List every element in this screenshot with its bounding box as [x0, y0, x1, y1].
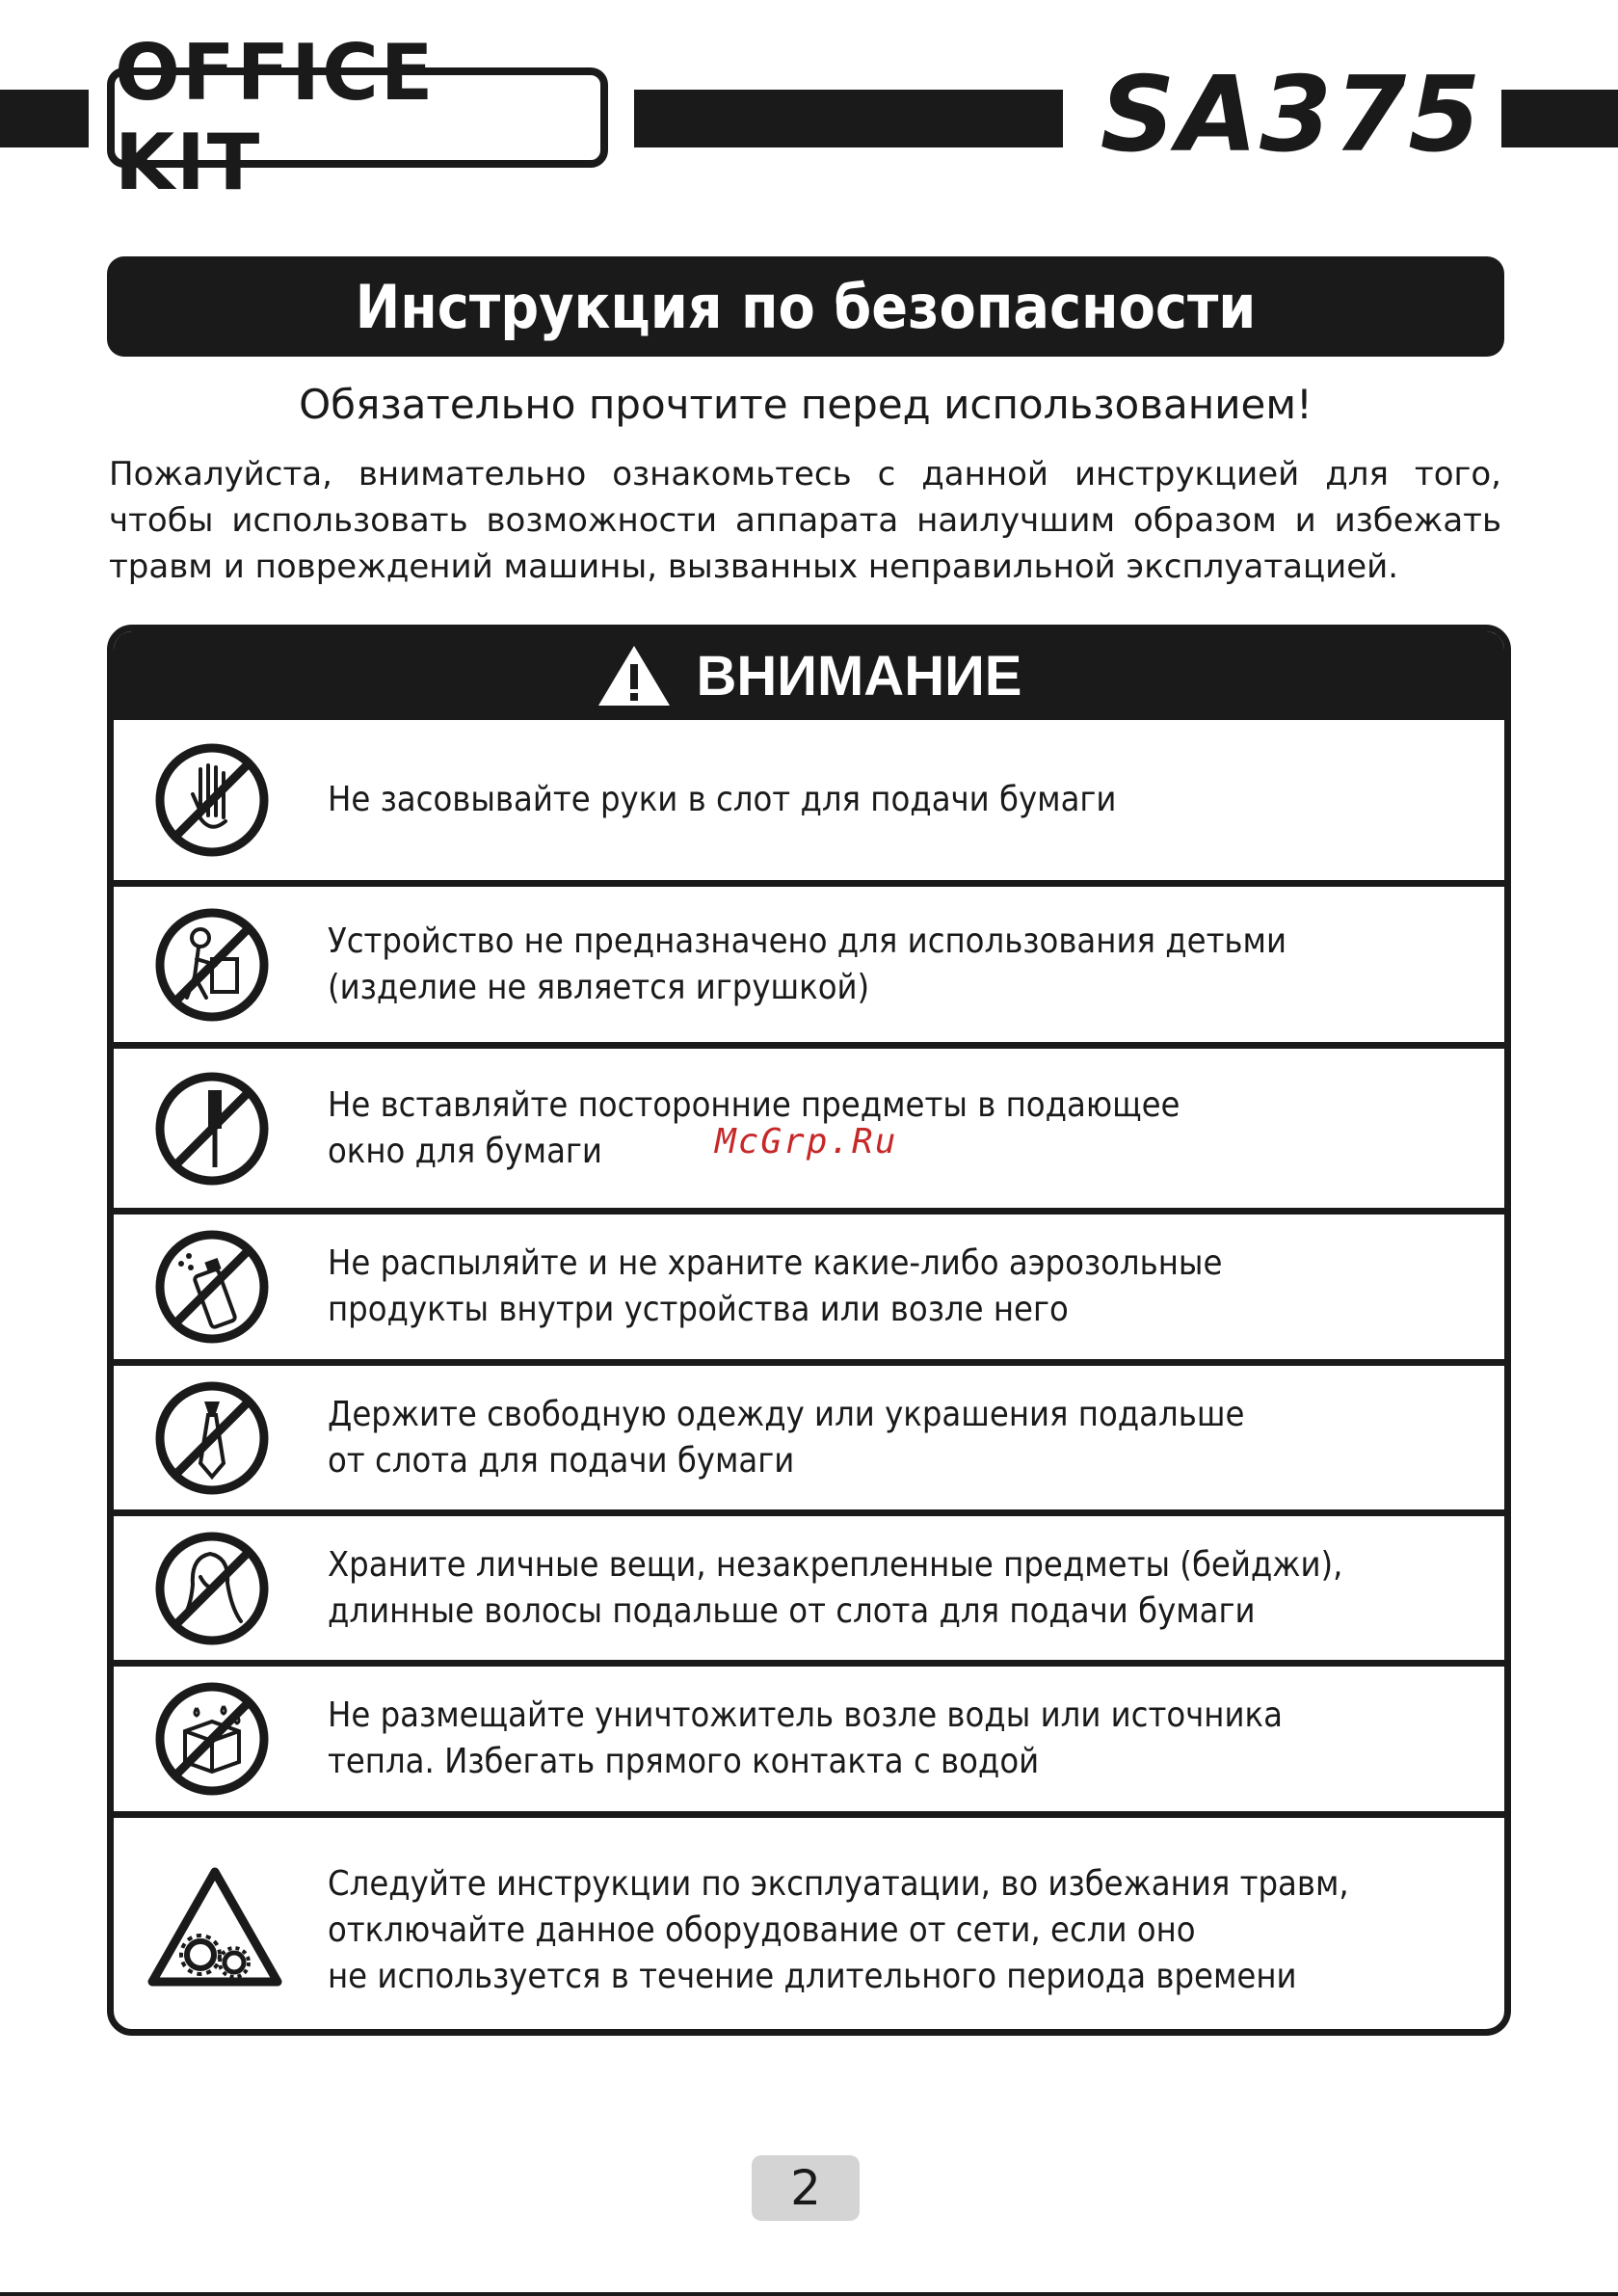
no-water-heat-icon [152, 1679, 272, 1799]
page-number [752, 2155, 860, 2221]
warning-item-text: Не распыляйте и не храните какие-либо аэрозольные продукты внутри устройства или возле него [328, 1243, 1223, 1329]
no-objects-icon [152, 1069, 272, 1188]
header-bar-right [1501, 90, 1618, 147]
intro-paragraph: Пожалуйста, внимательно ознакомьтесь с данной инструкцией для того, чтобы использовать возможности аппарата наилучшим образом и избежать травм и повреждений машины, вызванных неправильной эксплуатацией. [109, 455, 1501, 586]
warning-item-text: Не размещайте уничтожитель возле воды или источника тепла. Избегать прямого контакта с водой [328, 1695, 1283, 1781]
warning-item [114, 1667, 1504, 1818]
warning-item [114, 1818, 1504, 2036]
warning-box [107, 625, 1511, 2036]
warning-item-text: Не засовывайте руки в слот для подачи бумаги [328, 780, 1117, 819]
no-tie-icon [152, 1378, 272, 1498]
warning-item-text: Устройство не предназначено для использования детьми (изделие не является игрушкой) [328, 921, 1286, 1007]
header-bar-middle [634, 90, 1063, 147]
gears-warning-icon [143, 1858, 287, 2003]
warning-item-text: Следуйте инструкции по эксплуатации, во избежания травм, отключайте данное оборудование от сети, если оно не используется в течение длительного периода времени [328, 1863, 1349, 1996]
subtitle: Обязательно прочтите перед использованием! [299, 381, 1313, 428]
no-children-icon [152, 905, 272, 1025]
warning-item [114, 887, 1504, 1049]
warning-item-text: Держите свободную одежду или украшения подальше от слота для подачи бумаги [328, 1394, 1245, 1481]
model-name: SA375 [1100, 55, 1483, 175]
brand-logo-text: OFFICE KIT [115, 28, 436, 207]
warning-triangle-icon [597, 643, 672, 708]
page-number-text: 2 [790, 2160, 821, 2216]
no-long-hair-icon [152, 1529, 272, 1648]
warning-item [114, 1516, 1504, 1667]
brand-logo [107, 28, 608, 207]
warning-item-text: Не вставляйте посторонние предметы в подающее окно для бумаги [328, 1084, 1180, 1171]
warning-item [114, 720, 1504, 887]
bottom-rule [0, 2292, 1618, 2296]
warning-heading: ВНИМАНИЕ [696, 644, 1022, 707]
warning-item-text: Храните личные вещи, незакрепленные предметы (бейджи), длинные волосы подальше от слота для подачи бумаги [328, 1544, 1343, 1631]
watermark: McGrp.Ru [715, 1122, 898, 1161]
warning-header [114, 631, 1504, 720]
no-aerosol-icon [152, 1227, 272, 1347]
page-title-text: Инструкция по безопасности [355, 271, 1257, 342]
header-bar-left [0, 90, 89, 147]
no-hands-icon [152, 740, 272, 860]
page-title [107, 256, 1504, 357]
warning-item [114, 1366, 1504, 1516]
warning-item [114, 1215, 1504, 1366]
